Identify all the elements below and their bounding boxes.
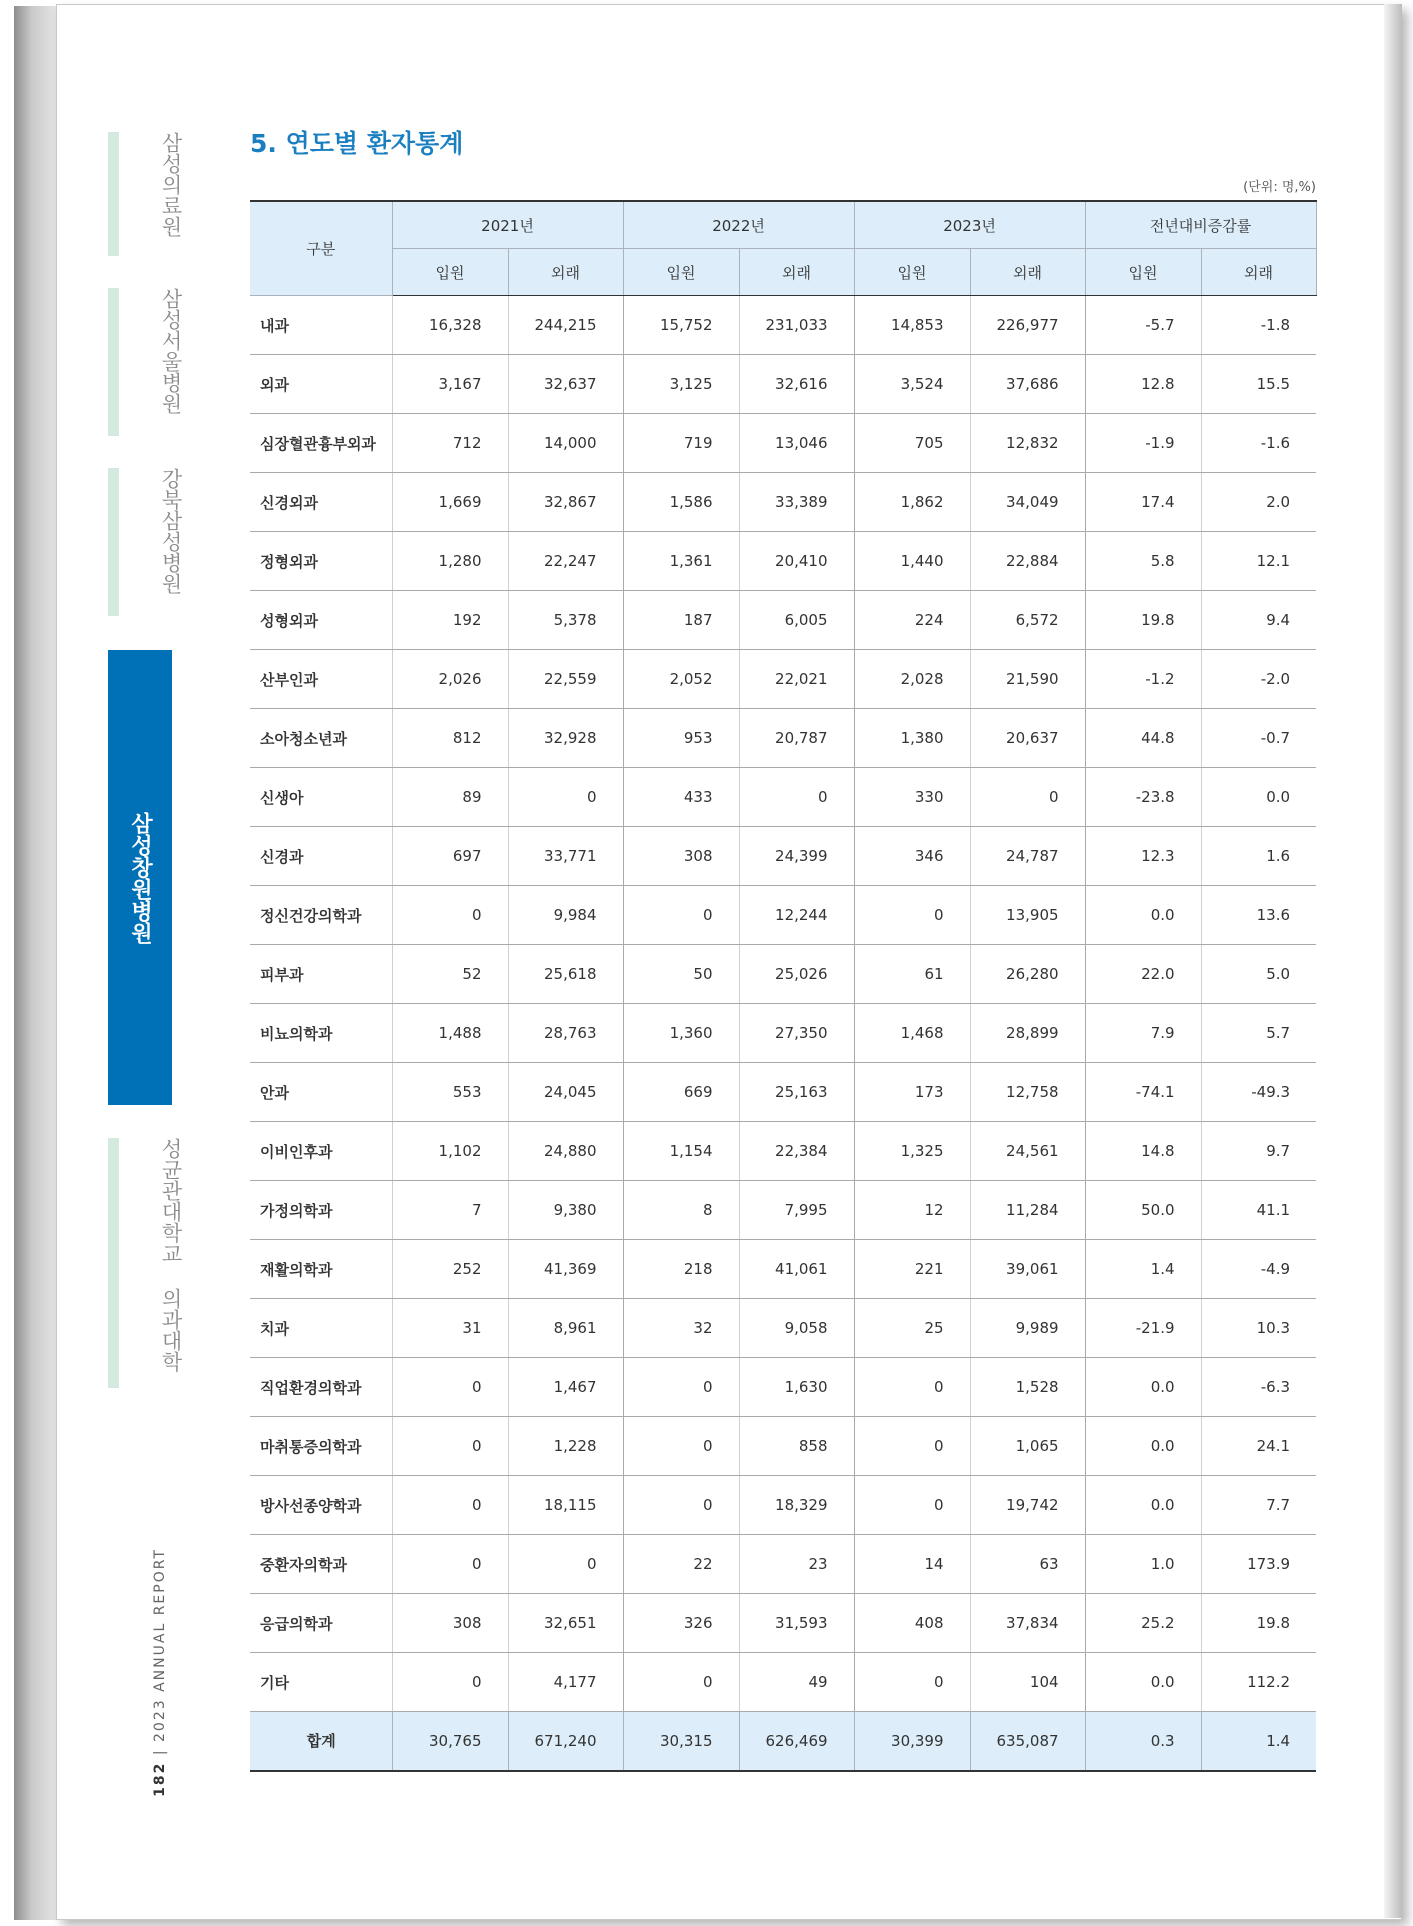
department-name: 치과 (250, 1299, 392, 1358)
table-cell: 21,590 (970, 650, 1085, 709)
table-cell: 0.0 (1085, 886, 1201, 945)
table-cell: 2,026 (392, 650, 508, 709)
table-cell: 22,559 (508, 650, 623, 709)
table-cell: 5,378 (508, 591, 623, 650)
table-cell: 12,244 (739, 886, 854, 945)
table-cell: 61 (854, 945, 970, 1004)
table-cell: 20,787 (739, 709, 854, 768)
table-row (250, 1063, 1316, 1122)
table-cell: 31,593 (739, 1594, 854, 1653)
sidebar-item-samsung-seoul-hospital[interactable]: 삼성서울병원 (159, 288, 183, 414)
table-cell: 25,026 (739, 945, 854, 1004)
table-cell: 12.8 (1085, 355, 1201, 414)
department-name: 산부인과 (250, 650, 392, 709)
table-cell: 5.8 (1085, 532, 1201, 591)
sidebar-item-label: 삼성창원병원 (127, 811, 153, 944)
department-name: 외과 (250, 355, 392, 414)
table-cell: -49.3 (1201, 1063, 1316, 1122)
table-cell: 22,384 (739, 1122, 854, 1181)
table-cell: -0.7 (1201, 709, 1316, 768)
department-name: 신경외과 (250, 473, 392, 532)
table-cell: 10.3 (1201, 1299, 1316, 1358)
sidebar-bar-1 (108, 132, 119, 256)
table-cell: 25 (854, 1299, 970, 1358)
table-cell: 2,028 (854, 650, 970, 709)
table-cell: 5.7 (1201, 1004, 1316, 1063)
table-row (250, 1122, 1316, 1181)
table-cell: 25,618 (508, 945, 623, 1004)
table-row (250, 768, 1316, 827)
table-cell: -6.3 (1201, 1358, 1316, 1417)
table-cell: 9.7 (1201, 1122, 1316, 1181)
table-cell: 1,325 (854, 1122, 970, 1181)
table-row (250, 1476, 1316, 1535)
table-cell: 408 (854, 1594, 970, 1653)
subheader-outpatient: 외래 (508, 249, 623, 296)
department-name: 이비인후과 (250, 1122, 392, 1181)
table-cell: 12,832 (970, 414, 1085, 473)
footer-separator: | (152, 1748, 168, 1756)
table-cell: 8,961 (508, 1299, 623, 1358)
table-cell: 7.7 (1201, 1476, 1316, 1535)
table-row (250, 591, 1316, 650)
sidebar-item-skku-medical-school[interactable]: 성균관대학교 의과대학 (159, 1138, 183, 1372)
table-cell: 9,989 (970, 1299, 1085, 1358)
table-cell: 0 (508, 768, 623, 827)
department-name: 가정의학과 (250, 1181, 392, 1240)
table-cell: 3,524 (854, 355, 970, 414)
table-cell: 31 (392, 1299, 508, 1358)
table-cell: 346 (854, 827, 970, 886)
header-category: 구분 (250, 201, 392, 296)
table-cell: 173.9 (1201, 1535, 1316, 1594)
table-cell: 712 (392, 414, 508, 473)
table-cell: 308 (623, 827, 739, 886)
table-cell: 63 (970, 1535, 1085, 1594)
table-cell: 0.0 (1085, 1358, 1201, 1417)
table-cell: 25,163 (739, 1063, 854, 1122)
table-cell: 0.0 (1085, 1653, 1201, 1712)
table-cell: 218 (623, 1240, 739, 1299)
table-cell: 19,742 (970, 1476, 1085, 1535)
table-cell: 19.8 (1085, 591, 1201, 650)
table-cell: -21.9 (1085, 1299, 1201, 1358)
table-cell: 32,616 (739, 355, 854, 414)
table-cell: 28,763 (508, 1004, 623, 1063)
table-cell: 37,834 (970, 1594, 1085, 1653)
table-cell: 6,005 (739, 591, 854, 650)
table-cell: -23.8 (1085, 768, 1201, 827)
table-cell: 1,862 (854, 473, 970, 532)
table-cell: 187 (623, 591, 739, 650)
table-cell: 0 (392, 886, 508, 945)
table-cell: 1,102 (392, 1122, 508, 1181)
table-cell: 0 (739, 768, 854, 827)
header-year-2023: 2023년 (854, 201, 1085, 249)
table-cell: 22,021 (739, 650, 854, 709)
department-name: 기타 (250, 1653, 392, 1712)
table-cell: -1.9 (1085, 414, 1201, 473)
table-cell: 1,380 (854, 709, 970, 768)
table-cell: 173 (854, 1063, 970, 1122)
table-cell: 14 (854, 1535, 970, 1594)
table-cell: 2,052 (623, 650, 739, 709)
page-edge (1384, 4, 1402, 1918)
department-name: 심장혈관흉부외과 (250, 414, 392, 473)
table-cell: 32,867 (508, 473, 623, 532)
table-row (250, 709, 1316, 768)
table-cell: -1.8 (1201, 296, 1316, 355)
header-year-2022: 2022년 (623, 201, 854, 249)
table-row (250, 473, 1316, 532)
table-cell: 0 (508, 1535, 623, 1594)
department-name: 정형외과 (250, 532, 392, 591)
table-cell: -1.6 (1201, 414, 1316, 473)
table-cell: 1,586 (623, 473, 739, 532)
department-name: 비뇨의학과 (250, 1004, 392, 1063)
table-cell: 24,561 (970, 1122, 1085, 1181)
table-cell: 3,125 (623, 355, 739, 414)
table-cell: 433 (623, 768, 739, 827)
table-cell: 22,884 (970, 532, 1085, 591)
department-name: 직업환경의학과 (250, 1358, 392, 1417)
table-row (250, 1417, 1316, 1476)
table-cell: 0 (623, 886, 739, 945)
table-cell: 20,410 (739, 532, 854, 591)
table-cell: 18,115 (508, 1476, 623, 1535)
table-cell: 705 (854, 414, 970, 473)
table-cell: 104 (970, 1653, 1085, 1712)
table-cell: 4,177 (508, 1653, 623, 1712)
table-cell: 28,899 (970, 1004, 1085, 1063)
table-row (250, 1653, 1316, 1712)
total-cell: 626,469 (739, 1712, 854, 1771)
table-cell: 0 (392, 1358, 508, 1417)
table-cell: 12 (854, 1181, 970, 1240)
table-cell: 20,637 (970, 709, 1085, 768)
table-row (250, 1181, 1316, 1240)
subheader-outpatient: 외래 (970, 249, 1085, 296)
table-cell: 0 (854, 1476, 970, 1535)
table-cell: 13,905 (970, 886, 1085, 945)
table-cell: 0 (854, 1417, 970, 1476)
table-row (250, 1535, 1316, 1594)
table-cell: 0 (623, 1653, 739, 1712)
total-cell: 1.4 (1201, 1712, 1316, 1771)
table-cell: 1,440 (854, 532, 970, 591)
table-cell: 1.6 (1201, 827, 1316, 886)
table-cell: 1.0 (1085, 1535, 1201, 1594)
table-cell: 26,280 (970, 945, 1085, 1004)
table-cell: 9,380 (508, 1181, 623, 1240)
table-cell: 0 (392, 1476, 508, 1535)
table-cell: 1,468 (854, 1004, 970, 1063)
department-name: 마취통증의학과 (250, 1417, 392, 1476)
book-spine (14, 6, 58, 1920)
sidebar-item-samsung-medical-center[interactable]: 삼성의료원 (159, 132, 183, 237)
table-cell: 33,771 (508, 827, 623, 886)
table-cell: 9,984 (508, 886, 623, 945)
department-name: 내과 (250, 296, 392, 355)
table-cell: 24,787 (970, 827, 1085, 886)
table-cell: 0 (623, 1476, 739, 1535)
table-cell: 9,058 (739, 1299, 854, 1358)
subheader-inpatient: 입원 (392, 249, 508, 296)
table-cell: 12,758 (970, 1063, 1085, 1122)
department-name: 소아청소년과 (250, 709, 392, 768)
table-cell: 1,360 (623, 1004, 739, 1063)
table-cell: 14,000 (508, 414, 623, 473)
department-name: 방사선종양학과 (250, 1476, 392, 1535)
table-cell: 32,651 (508, 1594, 623, 1653)
table-cell: 7 (392, 1181, 508, 1240)
table-cell: 27,350 (739, 1004, 854, 1063)
table-cell: 0 (392, 1535, 508, 1594)
table-cell: 1,630 (739, 1358, 854, 1417)
table-row (250, 1358, 1316, 1417)
table-cell: 15,752 (623, 296, 739, 355)
total-cell: 671,240 (508, 1712, 623, 1771)
table-cell: 1,280 (392, 532, 508, 591)
table-cell: 24,399 (739, 827, 854, 886)
sidebar-item-samsung-changwon-hospital[interactable] (108, 650, 172, 1105)
table-cell: 89 (392, 768, 508, 827)
total-cell: 635,087 (970, 1712, 1085, 1771)
table-row (250, 414, 1316, 473)
table-cell: 0.0 (1201, 768, 1316, 827)
table-cell: 41,061 (739, 1240, 854, 1299)
table-body (250, 296, 1316, 1712)
table-cell: -4.9 (1201, 1240, 1316, 1299)
table-cell: 32,637 (508, 355, 623, 414)
sidebar-item-kangbuk-samsung-hospital[interactable]: 강북삼성병원 (159, 468, 183, 594)
table-cell: 50.0 (1085, 1181, 1201, 1240)
table-cell: 24,045 (508, 1063, 623, 1122)
table-cell: 0 (854, 1358, 970, 1417)
table-row (250, 945, 1316, 1004)
report-footer (152, 1548, 168, 1797)
table-cell: 719 (623, 414, 739, 473)
table-cell: 0 (623, 1417, 739, 1476)
department-name: 신경과 (250, 827, 392, 886)
table-cell: 37,686 (970, 355, 1085, 414)
table-cell: 244,215 (508, 296, 623, 355)
table-cell: 22 (623, 1535, 739, 1594)
table-cell: 52 (392, 945, 508, 1004)
table-cell: 44.8 (1085, 709, 1201, 768)
table-cell: 2.0 (1201, 473, 1316, 532)
table-cell: -2.0 (1201, 650, 1316, 709)
table-cell: 13.6 (1201, 886, 1316, 945)
table-cell: 1,528 (970, 1358, 1085, 1417)
table-cell: 23 (739, 1535, 854, 1594)
table-cell: 308 (392, 1594, 508, 1653)
sidebar-bar-2 (108, 288, 119, 436)
table-cell: 0 (392, 1417, 508, 1476)
table-cell: 7.9 (1085, 1004, 1201, 1063)
subheader-inpatient: 입원 (854, 249, 970, 296)
table-cell: 224 (854, 591, 970, 650)
unit-note: (단위: 명,%) (1243, 180, 1316, 195)
table-cell: 6,572 (970, 591, 1085, 650)
table-cell: 553 (392, 1063, 508, 1122)
department-name: 응급의학과 (250, 1594, 392, 1653)
table-cell: 12.1 (1201, 532, 1316, 591)
table-cell: 15.5 (1201, 355, 1316, 414)
table-row (250, 296, 1316, 355)
department-name: 정신건강의학과 (250, 886, 392, 945)
department-name: 신생아 (250, 768, 392, 827)
table-cell: 0 (854, 1653, 970, 1712)
total-cell: 0.3 (1085, 1712, 1201, 1771)
table-cell: 24.1 (1201, 1417, 1316, 1476)
department-name: 안과 (250, 1063, 392, 1122)
table-row (250, 1240, 1316, 1299)
table-cell: 1,488 (392, 1004, 508, 1063)
table-cell: 3,167 (392, 355, 508, 414)
total-cell: 30,399 (854, 1712, 970, 1771)
subheader-outpatient: 외래 (1201, 249, 1316, 296)
table-row (250, 1299, 1316, 1358)
sidebar-bar-5 (108, 1138, 119, 1388)
subheader-inpatient: 입원 (623, 249, 739, 296)
table-cell: 39,061 (970, 1240, 1085, 1299)
table-cell: -1.2 (1085, 650, 1201, 709)
table-cell: 1,361 (623, 532, 739, 591)
subheader-outpatient: 외래 (739, 249, 854, 296)
table-cell: 1,669 (392, 473, 508, 532)
table-cell: -74.1 (1085, 1063, 1201, 1122)
report-title: 2023 ANNUAL REPORT (152, 1548, 168, 1742)
table-cell: 5.0 (1201, 945, 1316, 1004)
sidebar-bar-3 (108, 468, 119, 616)
section-title: 5. 연도별 환자통계 (250, 129, 464, 158)
table-cell: 9.4 (1201, 591, 1316, 650)
table-cell: 326 (623, 1594, 739, 1653)
table-cell: 33,389 (739, 473, 854, 532)
table-cell: 221 (854, 1240, 970, 1299)
table-cell: 1.4 (1085, 1240, 1201, 1299)
table-cell: 22.0 (1085, 945, 1201, 1004)
department-name: 재활의학과 (250, 1240, 392, 1299)
table-cell: 697 (392, 827, 508, 886)
table-cell: 13,046 (739, 414, 854, 473)
table-cell: 226,977 (970, 296, 1085, 355)
table-cell: 1,065 (970, 1417, 1085, 1476)
table-cell: 1,154 (623, 1122, 739, 1181)
table-cell: 32 (623, 1299, 739, 1358)
table-cell: 330 (854, 768, 970, 827)
header-year-2021: 2021년 (392, 201, 623, 249)
department-name: 피부과 (250, 945, 392, 1004)
table-cell: 16,328 (392, 296, 508, 355)
table-cell: 1,228 (508, 1417, 623, 1476)
total-label: 합계 (250, 1712, 392, 1771)
header-change-rate: 전년대비증감률 (1085, 201, 1316, 249)
table-cell: 34,049 (970, 473, 1085, 532)
table-cell: 50 (623, 945, 739, 1004)
table-cell: 19.8 (1201, 1594, 1316, 1653)
department-name: 성형외과 (250, 591, 392, 650)
table-cell: 0.0 (1085, 1417, 1201, 1476)
table-cell: 41,369 (508, 1240, 623, 1299)
table-row (250, 1004, 1316, 1063)
department-name: 중환자의학과 (250, 1535, 392, 1594)
table-cell: 252 (392, 1240, 508, 1299)
table-cell: 24,880 (508, 1122, 623, 1181)
table-cell: 858 (739, 1417, 854, 1476)
table-cell: 14.8 (1085, 1122, 1201, 1181)
table-cell: 25.2 (1085, 1594, 1201, 1653)
table-row (250, 1594, 1316, 1653)
table-cell: 112.2 (1201, 1653, 1316, 1712)
table-cell: 41.1 (1201, 1181, 1316, 1240)
table-cell: 32,928 (508, 709, 623, 768)
patient-statistics-table (250, 200, 1317, 1772)
table-cell: 14,853 (854, 296, 970, 355)
table-cell: 0 (623, 1358, 739, 1417)
total-cell: 30,315 (623, 1712, 739, 1771)
table-cell: 18,329 (739, 1476, 854, 1535)
page-number: 182 (152, 1761, 168, 1797)
table-cell: 12.3 (1085, 827, 1201, 886)
table-cell: 11,284 (970, 1181, 1085, 1240)
table-cell: 8 (623, 1181, 739, 1240)
table-cell: 953 (623, 709, 739, 768)
table-cell: 49 (739, 1653, 854, 1712)
table-cell: 0 (392, 1653, 508, 1712)
table-row (250, 532, 1316, 591)
table-cell: 669 (623, 1063, 739, 1122)
table-cell: 0 (854, 886, 970, 945)
table-cell: 7,995 (739, 1181, 854, 1240)
total-row (250, 1712, 1316, 1771)
subheader-inpatient: 입원 (1085, 249, 1201, 296)
table-cell: 192 (392, 591, 508, 650)
table-cell: 17.4 (1085, 473, 1201, 532)
table-cell: 0.0 (1085, 1476, 1201, 1535)
table-cell: 231,033 (739, 296, 854, 355)
table-row (250, 650, 1316, 709)
table-cell: 22,247 (508, 532, 623, 591)
table-cell: 1,467 (508, 1358, 623, 1417)
table-cell: -5.7 (1085, 296, 1201, 355)
table-row (250, 827, 1316, 886)
table-row (250, 355, 1316, 414)
table-row (250, 886, 1316, 945)
table-cell: 0 (970, 768, 1085, 827)
table-cell: 812 (392, 709, 508, 768)
total-cell: 30,765 (392, 1712, 508, 1771)
